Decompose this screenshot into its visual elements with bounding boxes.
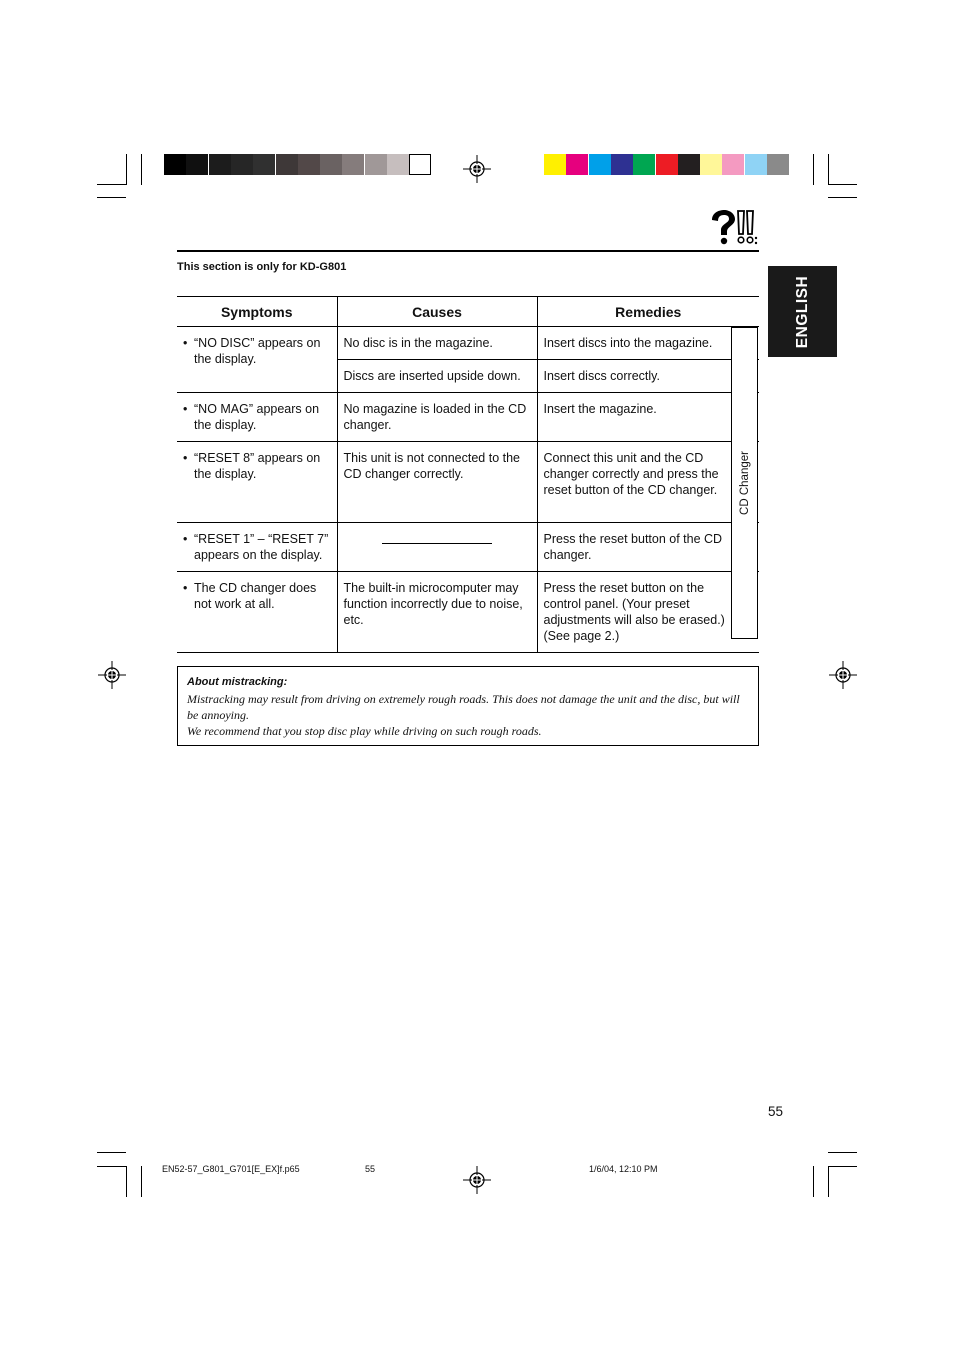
footer-page: 55 (365, 1164, 376, 1174)
remedy-cell: Press the reset button of the CD changer. (537, 523, 759, 572)
footer-filename: EN52-57_G801_G701[E_EX]f.p65 (162, 1164, 300, 1174)
registration-mark-icon (463, 1166, 491, 1194)
language-tab-label: ENGLISH (793, 275, 811, 348)
note-line-2: We recommend that you stop disc play while driving on such rough roads. (187, 724, 542, 738)
color-swatch (589, 154, 611, 175)
question-exclamation-icon (708, 208, 760, 246)
color-swatch (767, 154, 789, 175)
language-tab (768, 266, 837, 357)
symptom-cell (177, 572, 337, 653)
remedy-cell: Connect this unit and the CD changer correctly and press the reset button of the CD changer. (537, 442, 759, 523)
table-row (177, 523, 759, 572)
gray-swatch (209, 154, 231, 175)
remedy-cell: Insert the magazine. (537, 393, 759, 442)
remedy-cell: Insert discs correctly. (537, 360, 759, 393)
column-header-causes: Causes (337, 297, 537, 327)
note-title: About mistracking: (187, 676, 288, 688)
color-swatch (566, 154, 588, 175)
cause-cell: No disc is in the magazine. (337, 327, 537, 360)
section-note: This section is only for KD-G801 (177, 261, 347, 273)
color-swatch (544, 154, 566, 175)
footer-date: 1/6/04, 12:10 PM (589, 1164, 658, 1174)
symptom-cell (177, 393, 337, 442)
symptom-cell (177, 327, 337, 393)
color-swatch (611, 154, 633, 175)
symptom-text: • The CD changer does not work at all. (183, 580, 331, 612)
gray-swatch (186, 154, 208, 175)
symptom-text: • “NO DISC” appears on the display. (183, 335, 331, 367)
column-header-remedies: Remedies (537, 297, 759, 327)
cd-changer-side-label-box (731, 327, 758, 639)
troubleshooting-table (177, 296, 759, 653)
color-swatch (656, 154, 678, 175)
remedy-cell: Insert discs into the magazine. (537, 327, 759, 360)
color-swatch (633, 154, 655, 175)
color-swatch (722, 154, 744, 175)
registration-mark-icon (463, 155, 491, 183)
gray-swatch (365, 154, 387, 175)
mistracking-note-box (177, 666, 759, 746)
gray-swatch (387, 154, 409, 175)
color-swatch (700, 154, 722, 175)
gray-swatch (298, 154, 320, 175)
gray-swatch (231, 154, 253, 175)
gray-swatch (342, 154, 364, 175)
column-header-symptoms: Symptoms (177, 297, 337, 327)
not-applicable-line (382, 543, 492, 544)
gray-swatch (409, 154, 431, 175)
table-row (177, 393, 759, 442)
cause-cell: The built-in microcomputer may function incorrectly due to noise, etc. (337, 572, 537, 653)
registration-mark-icon (829, 661, 857, 689)
gray-swatch (320, 154, 342, 175)
color-swatch (745, 154, 767, 175)
symptom-text: • “RESET 1” – “RESET 7” appears on the display. (183, 531, 331, 563)
symptom-cell (177, 523, 337, 572)
cause-cell: This unit is not connected to the CD changer correctly. (337, 442, 537, 523)
symptom-text: • “NO MAG” appears on the display. (183, 401, 331, 433)
header-rule (177, 250, 759, 252)
note-line-1: Mistracking may result from driving on extremely rough roads. This does not damage the unit and the disc, but will be annoying. (187, 692, 740, 722)
cause-cell: Discs are inserted upside down. (337, 360, 537, 393)
page-number: 55 (768, 1104, 784, 1119)
table-row (177, 572, 759, 653)
registration-mark-icon (98, 661, 126, 689)
color-swatch (678, 154, 700, 175)
cause-cell (337, 523, 537, 572)
gray-swatch (253, 154, 275, 175)
table-row (177, 442, 759, 523)
cause-cell: No magazine is loaded in the CD changer. (337, 393, 537, 442)
symptom-text: • “RESET 8” appears on the display. (183, 450, 331, 482)
gray-swatch (164, 154, 186, 175)
table-row (177, 327, 759, 360)
remedy-cell: Press the reset button on the control panel. (Your preset adjustments will also be erased.) (See page 2.) (537, 572, 759, 653)
gray-swatch (276, 154, 298, 175)
cd-changer-side-label: CD Changer (738, 451, 751, 515)
symptom-cell (177, 442, 337, 523)
